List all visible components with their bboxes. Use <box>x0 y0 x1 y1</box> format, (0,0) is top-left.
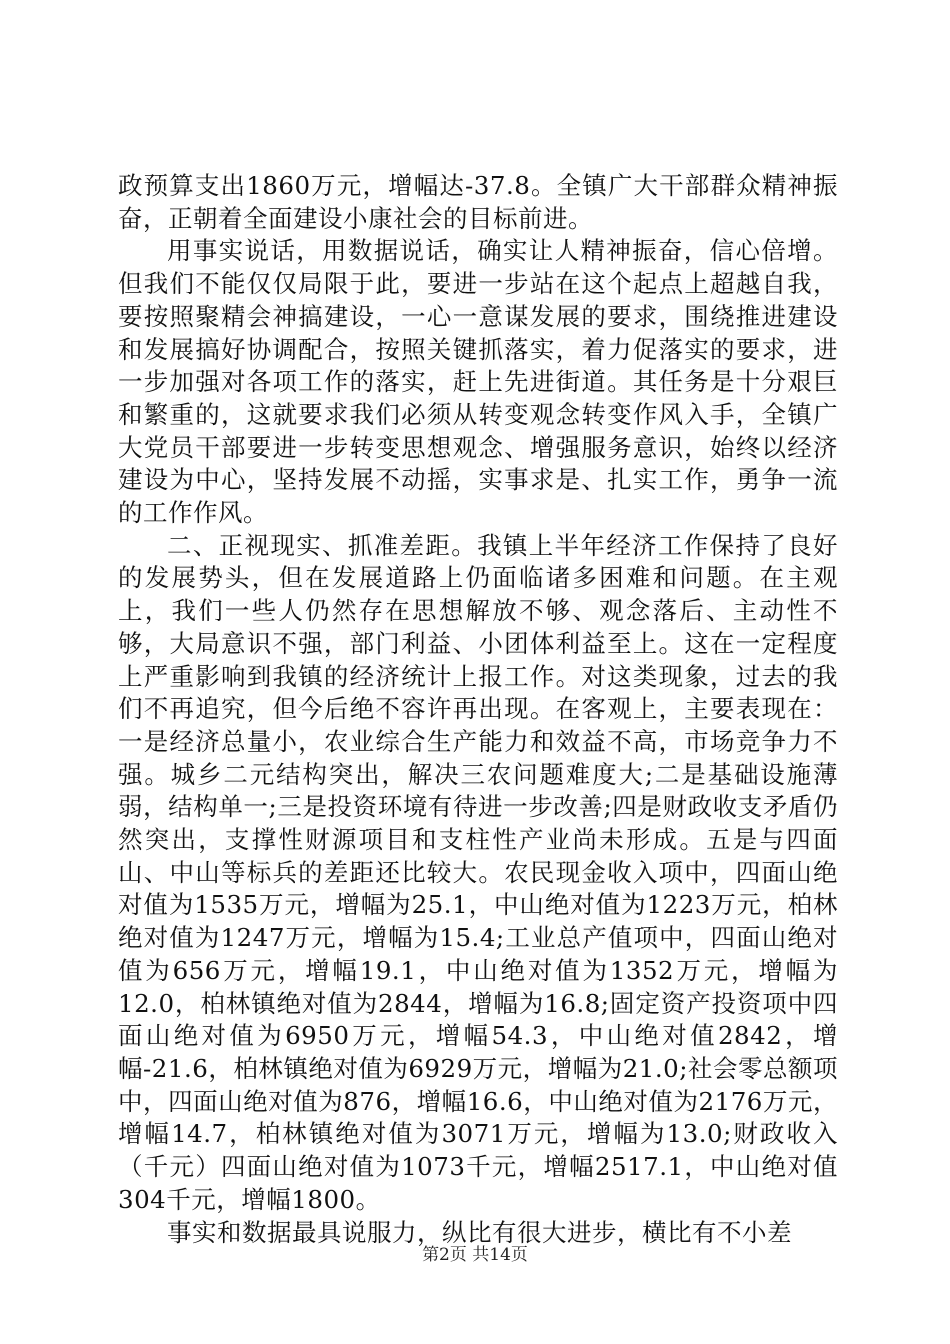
paragraph-1: 政预算支出1860万元，增幅达-37.8。全镇广大干部群众精神振奋，正朝着全面建设小康社会的目标前进。 <box>118 171 838 233</box>
page-footer: 第2页 共14页 <box>422 1245 528 1265</box>
paragraph-3: 二、正视现实、抓准差距。我镇上半年经济工作保持了良好的发展势头，但在发展道路上仍面临诸多困难和问题。在主观上，我们一些人仍然存在思想解放不够、观念落后、主动性不够，大局意识不强，部门利益、小团体利益至上。这在一定程度上严重影响到我镇的经济统计上报工作。对这类现象，过去的我们不再追究，但今后绝不容许再出现。在客观上，主要表现在：一是经济总量小，农业综合生产能力和效益不高，市场竞争力不强。城乡二元结构突出，解决三农问题难度大;二是基础设施薄弱，结构单一;三是投资环境有待进一步改善;四是财政收支矛盾仍然突出，支撑性财源项目和支柱性产业尚未形成。五是与四面山、中山等标兵的差距还比较大。农民现金收入项中，四面山绝对值为1535万元，增幅为25.1，中山绝对值为1223万元，柏林绝对值为1247万元，增幅为15.4;工业总产值项中，四面山绝对值为656万元，增幅19.1，中山绝对值为1352万元，增幅为12.0，柏林镇绝对值为2844，增幅为16.8;固定资产投资项中四面山绝对值为6950万元，增幅54.3，中山绝对值2842，增幅-21.6，柏林镇绝对值为6929万元，增幅为21.0;社会零总额项中，四面山绝对值为876，增幅16.6，中山绝对值为2176万元，增幅14.7，柏林镇绝对值为3071万元，增幅为13.0;财政收入（千元）四面山绝对值为1073千元，增幅2517.1，中山绝对值304千元，增幅1800。 <box>118 530 838 1214</box>
document-body <box>118 170 838 1249</box>
paragraph-4: 事实和数据最具说服力，纵比有很大进步，横比有不小差 <box>167 1217 792 1247</box>
paragraph-2: 用事实说话，用数据说话，确实让人精神振奋，信心倍增。但我们不能仅仅局限于此，要进一步站在这个起点上超越自我，要按照聚精会神搞建设，一心一意谋发展的要求，围绕推进建设和发展搞好协调配合，按照关键抓落实，着力促落实的要求，进一步加强对各项工作的落实，赶上先进街道。其任务是十分艰巨和繁重的，这就要求我们必须从转变观念转变作风入手，全镇广大党员干部要进一步转变思想观念、增强服务意识，始终以经济建设为中心，坚持发展不动摇，实事求是、扎实工作，勇争一流的工作作风。 <box>118 236 838 528</box>
